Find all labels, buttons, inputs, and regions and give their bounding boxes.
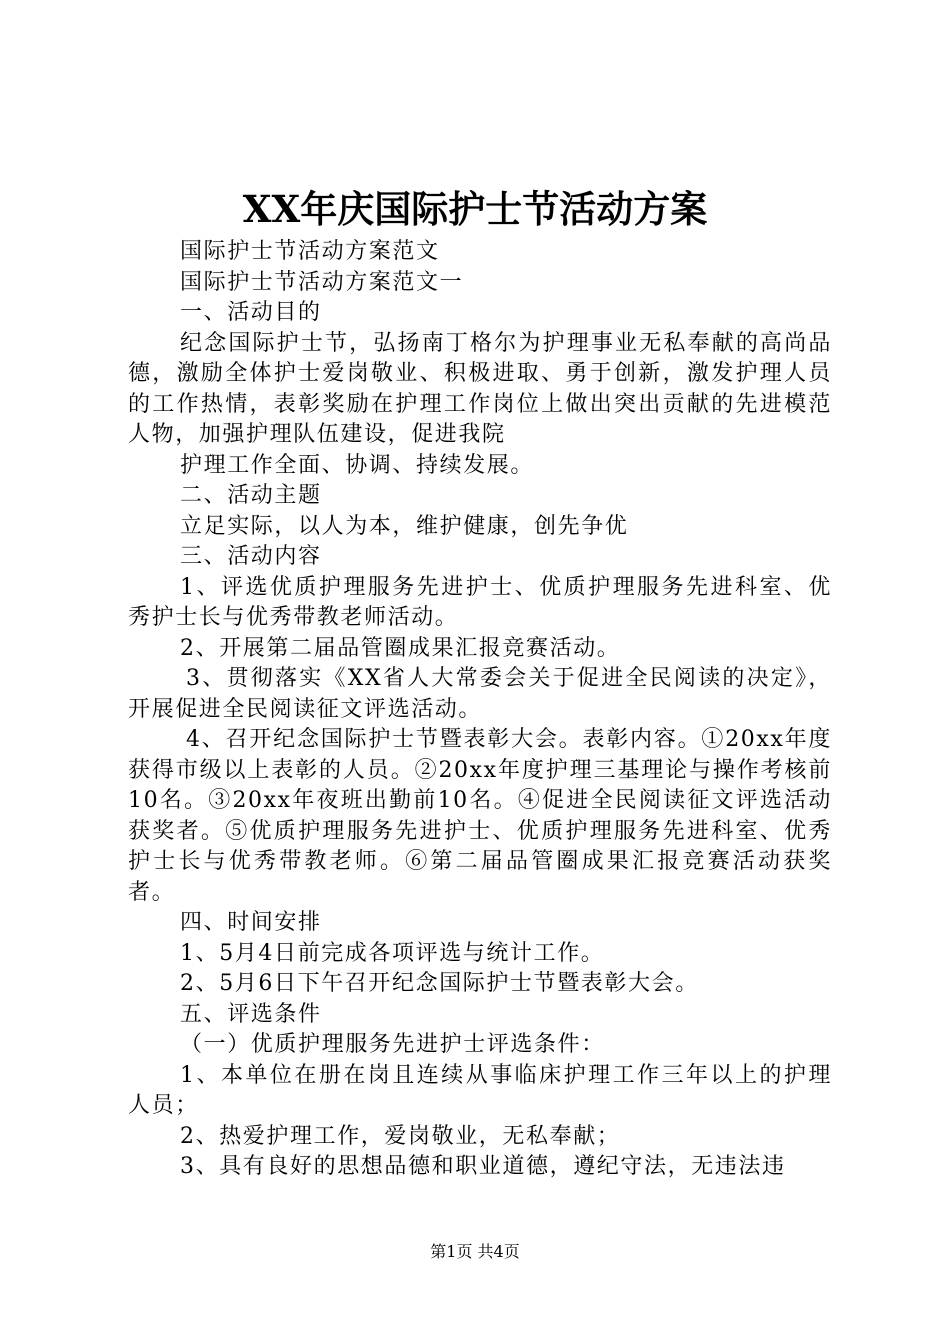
paragraph: 3、具有良好的思想品德和职业道德，遵纪守法，无违法违 xyxy=(180,1154,786,1179)
paragraph: 立足实际，以人为本，维护健康，创先争优 xyxy=(180,513,629,539)
paragraph: 纪念国际护士节，弘扬南丁格尔为护理事业无私奉献的高尚品德，激励全体护士爱岗敬业、积极进取、勇于创新，激发护理人员的工作热情，表彰奖励在护理工作岗位上做出突出贡献的先进模范人物，加强护理队伍建设，促进我院 xyxy=(128,330,832,447)
section-heading: 一、活动目的 xyxy=(180,300,322,325)
paragraph: 2、5月6日下午召开纪念国际护士节暨表彰大会。 xyxy=(180,971,699,996)
section-heading: 三、活动内容 xyxy=(180,544,322,569)
paragraph: 2、热爱护理工作，爱岗敬业，无私奉献； xyxy=(180,1123,621,1149)
paragraph: 国际护士节活动方案范文 xyxy=(180,239,440,264)
paragraph: 护理工作全面、协调、持续发展。 xyxy=(180,452,535,478)
document-body xyxy=(128,237,832,1183)
paragraph: 国际护士节活动方案范文一 xyxy=(180,269,464,295)
section-heading: 二、活动主题 xyxy=(180,483,322,508)
paragraph: 2、开展第二届品管圈成果汇报竞赛活动。 xyxy=(180,635,621,661)
section-heading: 五、评选条件 xyxy=(180,1001,322,1027)
paragraph: 4、召开纪念国际护士节暨表彰大会。表彰内容。①20xx年度获得市级以上表彰的人员。②20xx年度护理三基理论与操作考核前10名。③20xx年夜班出勤前10名。④促进全民阅读征文评选活动获奖者。⑤优质护理服务先进护士、优质护理服务先进科室、优秀护士长与优秀带教老师。⑥第二届品管圈成果汇报竞赛活动获奖者。 xyxy=(128,727,832,905)
subsection-heading: （一）优质护理服务先进护士评选条件： xyxy=(180,1032,605,1057)
paragraph: 3、贯彻落实《XX省人大常委会关于促进全民阅读的决定》，开展促进全民阅读征文评选活动。 xyxy=(128,666,832,722)
paragraph: 1、5月4日前完成各项评选与统计工作。 xyxy=(180,940,605,966)
section-heading: 四、时间安排 xyxy=(180,910,322,935)
paragraph: 1、本单位在册在岗且连续从事临床护理工作三年以上的护理人员； xyxy=(128,1062,832,1118)
document-title: XX年庆国际护士节活动方案 xyxy=(242,187,708,231)
paragraph: 1、评选优质护理服务先进护士、优质护理服务先进科室、优秀护士长与优秀带教老师活动。 xyxy=(128,574,832,630)
page-footer: 第1页 共4页 xyxy=(430,1242,520,1261)
